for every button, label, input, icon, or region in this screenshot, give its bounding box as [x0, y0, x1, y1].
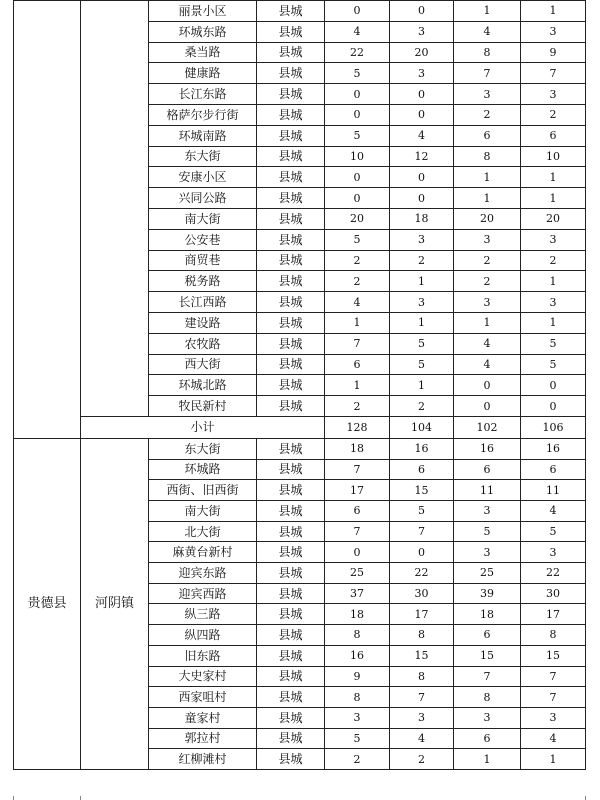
street-name-cell: 桑当路 [149, 42, 257, 63]
value-cell: 5 [325, 728, 390, 749]
area-cell: 县城 [257, 125, 325, 146]
value-cell: 0 [325, 167, 390, 188]
subtotal-label: 小计 [81, 416, 325, 438]
area-cell: 县城 [257, 63, 325, 84]
value-cell: 37 [325, 583, 390, 604]
value-cell: 1 [521, 312, 586, 333]
area-cell: 县城 [257, 604, 325, 625]
value-cell: 11 [521, 480, 586, 501]
value-cell: 3 [390, 21, 454, 42]
value-cell: 0 [390, 188, 454, 209]
street-name-cell: 建设路 [149, 312, 257, 333]
value-cell: 3 [521, 707, 586, 728]
area-cell: 县城 [257, 84, 325, 105]
street-name-cell: 纵三路 [149, 604, 257, 625]
area-cell: 县城 [257, 271, 325, 292]
value-cell: 25 [325, 563, 390, 584]
value-cell: 1 [454, 749, 521, 770]
value-cell: 8 [454, 146, 521, 167]
street-name-cell: 安康小区 [149, 167, 257, 188]
value-cell: 0 [390, 84, 454, 105]
subtotal-row [14, 416, 586, 438]
value-cell: 3 [325, 707, 390, 728]
page-bottom-margin [0, 796, 600, 800]
street-name-cell: 东大街 [149, 146, 257, 167]
value-cell: 9 [521, 42, 586, 63]
value-cell: 2 [325, 396, 390, 417]
street-name-cell: 西大街 [149, 354, 257, 375]
value-cell: 7 [454, 666, 521, 687]
value-cell: 16 [454, 438, 521, 459]
value-cell: 15 [390, 480, 454, 501]
street-name-cell: 环城南路 [149, 125, 257, 146]
street-name-cell: 商贸巷 [149, 250, 257, 271]
value-cell: 20 [521, 208, 586, 229]
value-cell: 7 [521, 666, 586, 687]
value-cell: 30 [390, 583, 454, 604]
value-cell: 2 [390, 749, 454, 770]
value-cell: 0 [325, 542, 390, 563]
value-cell: 7 [521, 687, 586, 708]
value-cell: 16 [390, 438, 454, 459]
street-name-cell: 农牧路 [149, 333, 257, 354]
area-cell: 县城 [257, 292, 325, 313]
value-cell: 1 [454, 1, 521, 22]
value-cell: 1 [454, 312, 521, 333]
area-cell: 县城 [257, 104, 325, 125]
value-cell: 5 [521, 354, 586, 375]
value-cell: 16 [325, 645, 390, 666]
value-cell: 5 [454, 521, 521, 542]
street-name-cell: 麻黄台新村 [149, 542, 257, 563]
value-cell: 39 [454, 583, 521, 604]
value-cell: 3 [521, 229, 586, 250]
street-name-cell: 丽景小区 [149, 1, 257, 22]
value-cell: 4 [521, 501, 586, 522]
value-cell: 3 [521, 542, 586, 563]
value-cell: 18 [325, 438, 390, 459]
area-cell: 县城 [257, 501, 325, 522]
street-name-cell: 大史家村 [149, 666, 257, 687]
value-cell: 6 [454, 625, 521, 646]
value-cell: 0 [390, 104, 454, 125]
value-cell: 3 [390, 292, 454, 313]
value-cell: 20 [325, 208, 390, 229]
value-cell: 12 [390, 146, 454, 167]
value-cell: 4 [325, 21, 390, 42]
value-cell: 18 [325, 604, 390, 625]
area-cell: 县城 [257, 583, 325, 604]
area-cell: 县城 [257, 687, 325, 708]
value-cell: 10 [325, 146, 390, 167]
value-cell: 1 [390, 312, 454, 333]
value-cell: 11 [454, 480, 521, 501]
street-name-cell: 郭拉村 [149, 728, 257, 749]
value-cell: 3 [454, 84, 521, 105]
subtotal-value: 128 [325, 416, 390, 438]
area-cell: 县城 [257, 480, 325, 501]
value-cell: 22 [521, 563, 586, 584]
area-cell: 县城 [257, 666, 325, 687]
value-cell: 0 [325, 188, 390, 209]
value-cell: 8 [390, 666, 454, 687]
value-cell: 4 [390, 728, 454, 749]
value-cell: 4 [325, 292, 390, 313]
value-cell: 22 [325, 42, 390, 63]
street-name-cell: 北大街 [149, 521, 257, 542]
value-cell: 1 [521, 167, 586, 188]
value-cell: 30 [521, 583, 586, 604]
value-cell: 9 [325, 666, 390, 687]
area-cell: 县城 [257, 333, 325, 354]
street-name-cell: 迎宾西路 [149, 583, 257, 604]
value-cell: 0 [325, 104, 390, 125]
street-name-cell: 健康路 [149, 63, 257, 84]
value-cell: 7 [390, 687, 454, 708]
street-name-cell: 环城路 [149, 459, 257, 480]
value-cell: 6 [454, 728, 521, 749]
value-cell: 1 [390, 271, 454, 292]
area-cell: 县城 [257, 459, 325, 480]
street-name-cell: 红柳滩村 [149, 749, 257, 770]
subtotal-value: 106 [521, 416, 586, 438]
value-cell: 8 [325, 687, 390, 708]
area-cell: 县城 [257, 229, 325, 250]
area-cell: 县城 [257, 396, 325, 417]
value-cell: 5 [390, 501, 454, 522]
area-cell: 县城 [257, 250, 325, 271]
value-cell: 3 [454, 501, 521, 522]
value-cell: 3 [454, 229, 521, 250]
value-cell: 3 [454, 542, 521, 563]
value-cell: 5 [521, 333, 586, 354]
value-cell: 25 [454, 563, 521, 584]
street-name-cell: 长江东路 [149, 84, 257, 105]
value-cell: 1 [521, 1, 586, 22]
value-cell: 6 [325, 354, 390, 375]
value-cell: 3 [521, 84, 586, 105]
area-cell: 县城 [257, 625, 325, 646]
town-cell-empty [81, 1, 149, 417]
value-cell: 4 [454, 354, 521, 375]
value-cell: 6 [390, 459, 454, 480]
area-cell: 县城 [257, 438, 325, 459]
street-name-cell: 童家村 [149, 707, 257, 728]
value-cell: 0 [390, 167, 454, 188]
area-cell: 县城 [257, 312, 325, 333]
value-cell: 0 [521, 396, 586, 417]
value-cell: 2 [390, 396, 454, 417]
value-cell: 0 [325, 84, 390, 105]
area-cell: 县城 [257, 375, 325, 396]
value-cell: 8 [325, 625, 390, 646]
area-cell: 县城 [257, 146, 325, 167]
area-cell: 县城 [257, 542, 325, 563]
value-cell: 17 [325, 480, 390, 501]
value-cell: 15 [454, 645, 521, 666]
street-name-cell: 税务路 [149, 271, 257, 292]
value-cell: 3 [390, 63, 454, 84]
street-name-cell: 环城北路 [149, 375, 257, 396]
margin-mark [80, 796, 81, 800]
value-cell: 2 [325, 749, 390, 770]
value-cell: 15 [521, 645, 586, 666]
area-cell: 县城 [257, 645, 325, 666]
statistics-table [13, 0, 586, 770]
street-name-cell: 环城东路 [149, 21, 257, 42]
value-cell: 4 [454, 21, 521, 42]
value-cell: 4 [454, 333, 521, 354]
value-cell: 10 [521, 146, 586, 167]
county-name-cell: 贵德县 [14, 438, 81, 769]
value-cell: 2 [521, 104, 586, 125]
table-row [14, 1, 586, 22]
value-cell: 3 [521, 21, 586, 42]
value-cell: 7 [521, 63, 586, 84]
area-cell: 县城 [257, 42, 325, 63]
value-cell: 5 [390, 333, 454, 354]
value-cell: 5 [325, 63, 390, 84]
street-name-cell: 南大街 [149, 208, 257, 229]
street-name-cell: 长江西路 [149, 292, 257, 313]
value-cell: 5 [325, 229, 390, 250]
street-name-cell: 西家咀村 [149, 687, 257, 708]
area-cell: 县城 [257, 521, 325, 542]
value-cell: 1 [521, 271, 586, 292]
value-cell: 8 [521, 625, 586, 646]
area-cell: 县城 [257, 728, 325, 749]
street-name-cell: 牧民新村 [149, 396, 257, 417]
value-cell: 3 [390, 707, 454, 728]
area-cell: 县城 [257, 563, 325, 584]
street-name-cell: 迎宾东路 [149, 563, 257, 584]
value-cell: 2 [454, 104, 521, 125]
street-name-cell: 旧东路 [149, 645, 257, 666]
value-cell: 8 [454, 687, 521, 708]
area-cell: 县城 [257, 188, 325, 209]
value-cell: 0 [325, 1, 390, 22]
value-cell: 7 [390, 521, 454, 542]
value-cell: 1 [325, 312, 390, 333]
street-name-cell: 南大街 [149, 501, 257, 522]
value-cell: 5 [521, 521, 586, 542]
value-cell: 4 [521, 728, 586, 749]
value-cell: 6 [521, 459, 586, 480]
value-cell: 17 [521, 604, 586, 625]
street-name-cell: 西街、旧西街 [149, 480, 257, 501]
value-cell: 6 [454, 125, 521, 146]
value-cell: 18 [390, 208, 454, 229]
value-cell: 1 [454, 167, 521, 188]
area-cell: 县城 [257, 167, 325, 188]
street-name-cell: 公安巷 [149, 229, 257, 250]
value-cell: 2 [390, 250, 454, 271]
value-cell: 22 [390, 563, 454, 584]
value-cell: 8 [390, 625, 454, 646]
value-cell: 1 [521, 188, 586, 209]
value-cell: 7 [325, 459, 390, 480]
value-cell: 2 [325, 250, 390, 271]
value-cell: 3 [454, 707, 521, 728]
area-cell: 县城 [257, 21, 325, 42]
value-cell: 7 [325, 521, 390, 542]
value-cell: 16 [521, 438, 586, 459]
subtotal-value: 102 [454, 416, 521, 438]
street-name-cell: 格萨尔步行街 [149, 104, 257, 125]
value-cell: 1 [325, 375, 390, 396]
area-cell: 县城 [257, 749, 325, 770]
value-cell: 2 [454, 250, 521, 271]
value-cell: 2 [521, 250, 586, 271]
value-cell: 3 [521, 292, 586, 313]
margin-mark [585, 796, 586, 800]
value-cell: 6 [521, 125, 586, 146]
value-cell: 7 [325, 333, 390, 354]
value-cell: 5 [325, 125, 390, 146]
value-cell: 1 [390, 375, 454, 396]
street-name-cell: 纵四路 [149, 625, 257, 646]
street-name-cell: 东大街 [149, 438, 257, 459]
value-cell: 2 [454, 271, 521, 292]
value-cell: 1 [521, 749, 586, 770]
value-cell: 20 [390, 42, 454, 63]
town-name-cell: 河阴镇 [81, 438, 149, 769]
section-2-body [14, 438, 586, 769]
value-cell: 5 [390, 354, 454, 375]
area-cell: 县城 [257, 354, 325, 375]
value-cell: 3 [390, 229, 454, 250]
value-cell: 4 [390, 125, 454, 146]
value-cell: 2 [325, 271, 390, 292]
value-cell: 7 [454, 63, 521, 84]
value-cell: 20 [454, 208, 521, 229]
margin-mark [13, 796, 14, 800]
value-cell: 6 [325, 501, 390, 522]
value-cell: 15 [390, 645, 454, 666]
value-cell: 0 [390, 542, 454, 563]
value-cell: 3 [454, 292, 521, 313]
value-cell: 0 [390, 1, 454, 22]
table-row [14, 438, 586, 459]
street-name-cell: 兴同公路 [149, 188, 257, 209]
area-cell: 县城 [257, 1, 325, 22]
value-cell: 0 [454, 375, 521, 396]
value-cell: 0 [521, 375, 586, 396]
area-cell: 县城 [257, 208, 325, 229]
subtotal-value: 104 [390, 416, 454, 438]
value-cell: 6 [454, 459, 521, 480]
section-1-body [14, 1, 586, 439]
area-cell: 县城 [257, 707, 325, 728]
value-cell: 18 [454, 604, 521, 625]
value-cell: 17 [390, 604, 454, 625]
value-cell: 1 [454, 188, 521, 209]
county-cell-empty [14, 1, 81, 439]
value-cell: 8 [454, 42, 521, 63]
value-cell: 0 [454, 396, 521, 417]
